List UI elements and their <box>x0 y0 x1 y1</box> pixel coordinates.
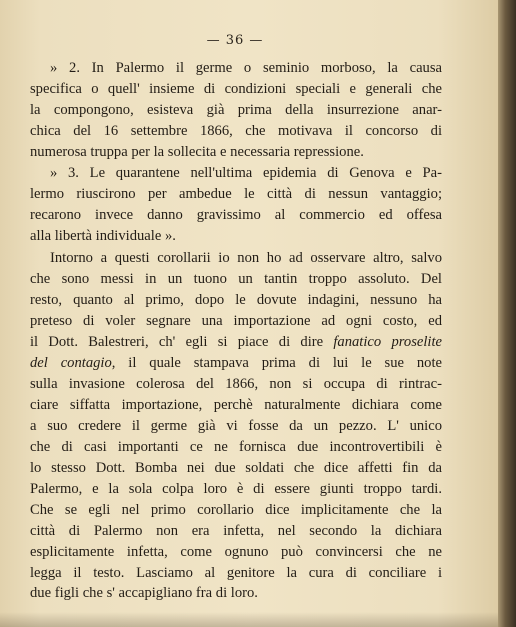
book-binding-edge <box>498 0 516 627</box>
text-line: resto, quanto al primo, dopo le dovute indagini, nessuno ha <box>30 292 442 309</box>
text-line: la compongono, esisteva già prima della insurrezione anar- <box>30 101 442 118</box>
text-line: legga il testo. Lasciamo al genitore la cura di conciliare i <box>30 564 442 581</box>
text-line: chica del 16 settembre 1866, che motivava il concorso di <box>30 122 442 139</box>
text-line: Intorno a questi corollarii io non ho ad osservare altro, salvo <box>50 250 442 267</box>
text-line: due figli che s' accapigliano fra di loro. <box>30 585 258 602</box>
text-line: che di casi importanti ce ne fornisca due incontrovertibili è <box>30 438 442 455</box>
text-line: città di Palermo non era infetta, nel secondo la dichiara <box>30 522 442 539</box>
text-line: esplicitamente infetta, come ognuno può convincersi che ne <box>30 543 442 560</box>
text-line: » 3. Le quarantene nell'ultima epidemia di Genova e Pa- <box>50 164 442 181</box>
text-run: , il quale stampava prima di lui le sue note <box>111 355 442 372</box>
text-line: Che se egli nel primo corollario dice implicitamente che la <box>30 501 442 518</box>
italic-text-run: fanatico proselite <box>333 334 442 351</box>
text-line: sulla invasione colerosa del 1866, non si occupa di rintrac- <box>30 376 442 393</box>
text-line: che sono messi in un tuono un tantin troppo assoluto. Del <box>30 271 442 288</box>
text-line: ciare siffatta importazione, perchè naturalmente dichiara come <box>30 397 442 413</box>
text-line: alla libertà individuale ». <box>30 227 176 244</box>
body-text <box>30 58 442 604</box>
text-line: lermo riuscirono per ambedue le città di nessun vantaggio; <box>30 185 442 202</box>
page-bottom-shadow <box>0 612 498 627</box>
page-number: — 36 — <box>206 33 264 48</box>
text-line: » 2. In Palermo il germe o seminio morboso, la causa <box>50 60 442 76</box>
italic-text-run: del contagio <box>30 355 112 372</box>
text-line: numerosa truppa per la sollecita e necessaria repressione. <box>30 143 364 160</box>
text-line: lo stesso Dott. Bomba nei due soldati che dice affetti fin da <box>30 459 442 476</box>
text-line: specifica o quell' insieme di condizioni speciali e generali che <box>30 80 442 97</box>
text-line: a suo credere il germe già vi fosse da un pezzo. L' unico <box>30 417 442 434</box>
text-line: Palermo, e la sola colpa loro è di essere giunti troppo tardi. <box>30 480 442 497</box>
text-line: recarono invece danno gravissimo al commercio ed offesa <box>30 206 442 223</box>
text-run: il Dott. Balestreri, ch' egli si piace di dire <box>30 334 334 351</box>
text-line: preteso di voler segnare una importazione ad ogni costo, ed <box>30 313 442 330</box>
text-line <box>30 332 442 353</box>
text-line <box>30 353 442 374</box>
